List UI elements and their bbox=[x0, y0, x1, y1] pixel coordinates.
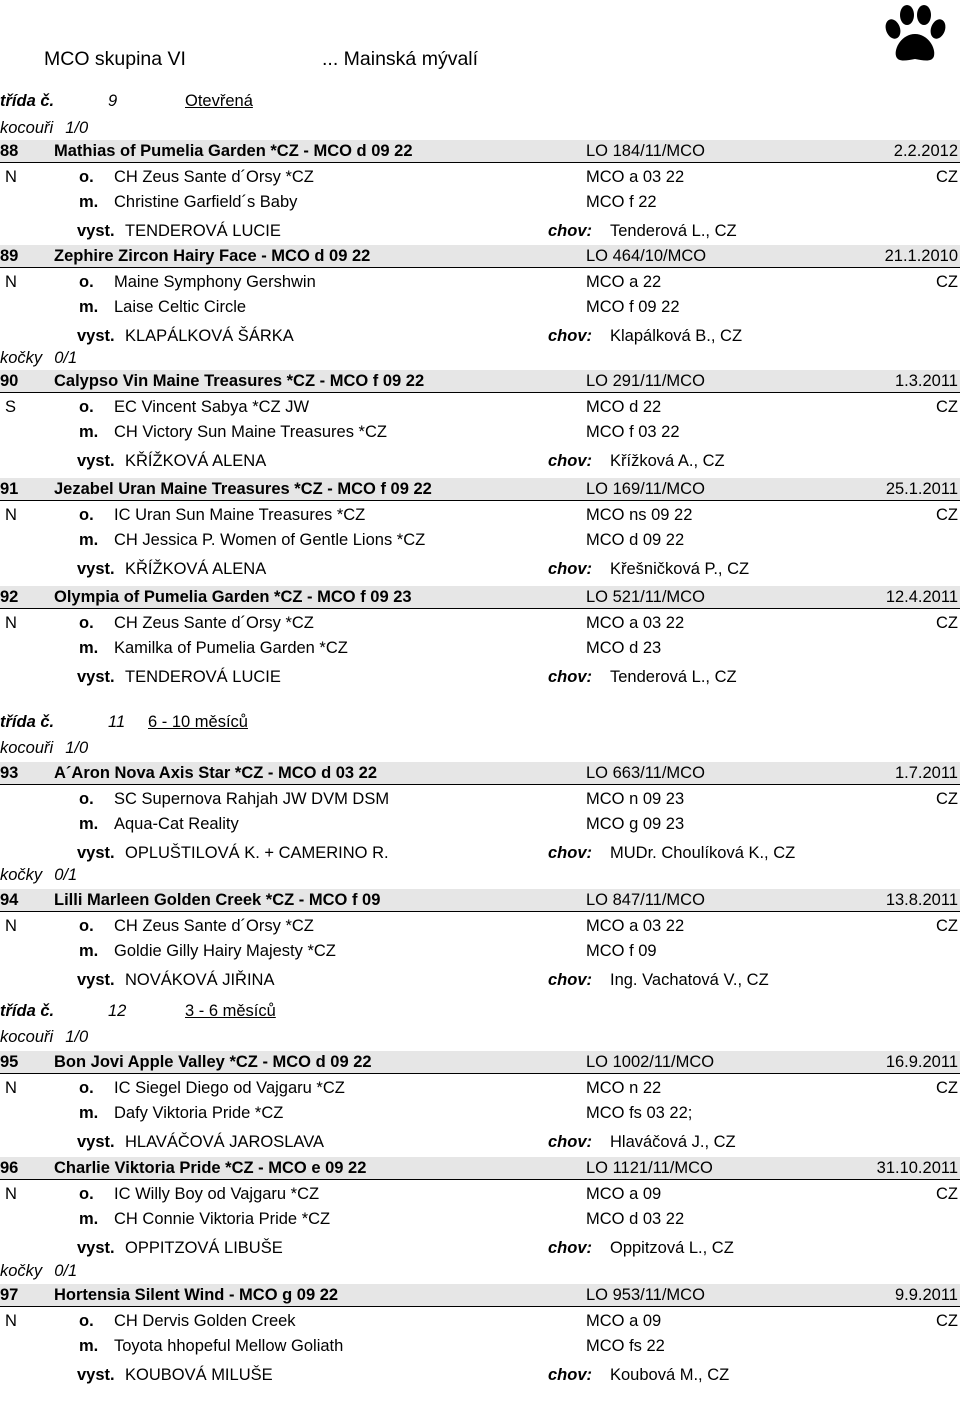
father-name: CH Zeus Sante d´Orsy *CZ bbox=[114, 168, 314, 186]
father-name: CH Dervis Golden Creek bbox=[114, 1312, 296, 1330]
mother-row bbox=[0, 940, 960, 962]
cat-name: A´Aron Nova Axis Star *CZ - MCO d 03 22 bbox=[54, 764, 378, 782]
mother-label: m. bbox=[79, 1210, 99, 1228]
father-country: CZ bbox=[936, 398, 958, 416]
pedigree-number: LO 1121/11/MCO bbox=[586, 1159, 713, 1177]
mother-name: Goldie Gilly Hairy Majesty *CZ bbox=[114, 942, 336, 960]
mother-label: m. bbox=[79, 815, 99, 833]
father-name: IC Uran Sun Maine Treasures *CZ bbox=[114, 506, 366, 524]
father-label: o. bbox=[79, 1185, 94, 1203]
father-row bbox=[0, 612, 960, 634]
mother-breed: MCO d 09 22 bbox=[586, 531, 685, 549]
father-breed: MCO a 22 bbox=[586, 273, 662, 291]
pedigree-number: LO 1002/11/MCO bbox=[586, 1053, 715, 1071]
mother-label: m. bbox=[79, 193, 99, 211]
class-name: 3 - 6 měsíců bbox=[185, 1002, 276, 1020]
mother-name: CH Connie Viktoria Pride *CZ bbox=[114, 1210, 331, 1228]
father-row bbox=[0, 788, 960, 810]
catalog-number: 91 bbox=[0, 480, 19, 498]
breeder-label: chov: bbox=[548, 971, 593, 989]
mother-label: m. bbox=[79, 298, 99, 316]
father-label: o. bbox=[79, 917, 94, 935]
mother-breed: MCO fs 03 22; bbox=[586, 1104, 693, 1122]
mother-row bbox=[0, 1102, 960, 1124]
exhibitor-label: vyst. bbox=[77, 844, 115, 862]
cat-entry bbox=[0, 586, 960, 712]
cat-name: Hortensia Silent Wind - MCO g 09 22 bbox=[54, 1286, 339, 1304]
catalog-number: 90 bbox=[0, 372, 19, 390]
mother-name: Toyota hhopeful Mellow Goliath bbox=[114, 1337, 344, 1355]
exhibitor-name: KOUBOVÁ MILUŠE bbox=[125, 1366, 273, 1384]
class-label: třída č. bbox=[0, 713, 55, 731]
catalog-number: 93 bbox=[0, 764, 19, 782]
exhibitor-name: OPPITZOVÁ LIBUŠE bbox=[125, 1239, 283, 1257]
father-country: CZ bbox=[936, 790, 958, 808]
father-label: o. bbox=[79, 168, 94, 186]
exhibitor-row bbox=[0, 450, 960, 472]
father-country: CZ bbox=[936, 1312, 958, 1330]
father-breed: MCO n 22 bbox=[586, 1079, 662, 1097]
mother-row bbox=[0, 191, 960, 213]
breeder-name: Tenderová L., CZ bbox=[610, 222, 737, 240]
breeder-label: chov: bbox=[548, 1133, 593, 1151]
exhibitor-name: TENDEROVÁ LUCIE bbox=[125, 668, 281, 686]
country-code: S bbox=[5, 398, 17, 416]
pedigree-number: LO 464/10/MCO bbox=[586, 247, 707, 265]
exhibitor-name: TENDEROVÁ LUCIE bbox=[125, 222, 281, 240]
exhibitor-label: vyst. bbox=[77, 222, 115, 240]
mother-name: CH Jessica P. Women of Gentle Lions *CZ bbox=[114, 531, 426, 549]
class-number: 9 bbox=[108, 92, 118, 110]
breeder-name: MUDr. Choulíková K., CZ bbox=[610, 844, 796, 862]
sex-count: 0/1 bbox=[54, 866, 78, 884]
mother-row bbox=[0, 813, 960, 835]
cat-name: Charlie Viktoria Pride *CZ - MCO e 09 22 bbox=[54, 1159, 367, 1177]
exhibitor-label: vyst. bbox=[77, 1366, 115, 1384]
country-code: N bbox=[5, 273, 17, 291]
father-name: SC Supernova Rahjah JW DVM DSM bbox=[114, 790, 390, 808]
mother-label: m. bbox=[79, 1104, 99, 1122]
mother-breed: MCO f 22 bbox=[586, 193, 657, 211]
mother-row bbox=[0, 296, 960, 318]
sex-group-heading bbox=[0, 117, 88, 139]
father-name: IC Willy Boy od Vajgaru *CZ bbox=[114, 1185, 320, 1203]
pedigree-number: LO 184/11/MCO bbox=[586, 142, 705, 160]
father-breed: MCO a 09 bbox=[586, 1312, 662, 1330]
father-row bbox=[0, 166, 960, 188]
mother-row bbox=[0, 1335, 960, 1357]
exhibitor-name: KLAPÁLKOVÁ ŠÁRKA bbox=[125, 327, 294, 345]
father-breed: MCO a 03 22 bbox=[586, 917, 685, 935]
mother-row bbox=[0, 637, 960, 659]
father-row bbox=[0, 1183, 960, 1205]
catalog-number: 89 bbox=[0, 247, 19, 265]
exhibitor-row bbox=[0, 842, 960, 864]
exhibitor-label: vyst. bbox=[77, 560, 115, 578]
father-label: o. bbox=[79, 1312, 94, 1330]
birth-date: 25.1.2011 bbox=[885, 480, 958, 498]
father-row bbox=[0, 915, 960, 937]
country-code: N bbox=[5, 1312, 17, 1330]
father-label: o. bbox=[79, 614, 94, 632]
father-country: CZ bbox=[936, 614, 958, 632]
sex-count: 1/0 bbox=[65, 1028, 89, 1046]
exhibitor-name: HLAVÁČOVÁ JAROSLAVA bbox=[125, 1133, 324, 1151]
cat-title-row bbox=[0, 1157, 960, 1180]
cat-entry bbox=[0, 1284, 960, 1410]
cat-name: Mathias of Pumelia Garden *CZ - MCO d 09 22 bbox=[54, 142, 413, 160]
sex-count: 0/1 bbox=[54, 1262, 78, 1280]
birth-date: 12.4.2011 bbox=[885, 588, 958, 606]
exhibitor-label: vyst. bbox=[77, 1133, 115, 1151]
pedigree-number: LO 847/11/MCO bbox=[586, 891, 705, 909]
catalog-number: 88 bbox=[0, 142, 19, 160]
class-label: třída č. bbox=[0, 92, 55, 110]
mother-breed: MCO f 03 22 bbox=[586, 423, 680, 441]
father-country: CZ bbox=[936, 1185, 958, 1203]
father-name: IC Siegel Diego od Vajgaru *CZ bbox=[114, 1079, 345, 1097]
exhibitor-row bbox=[0, 969, 960, 991]
mother-label: m. bbox=[79, 1337, 99, 1355]
birth-date: 21.1.2010 bbox=[884, 247, 958, 265]
father-label: o. bbox=[79, 1079, 94, 1097]
exhibitor-label: vyst. bbox=[77, 971, 115, 989]
country-code: N bbox=[5, 506, 17, 524]
cat-entry bbox=[0, 245, 960, 371]
sex-group-heading bbox=[0, 737, 88, 759]
father-name: CH Zeus Sante d´Orsy *CZ bbox=[114, 614, 314, 632]
catalog-number: 96 bbox=[0, 1159, 19, 1177]
exhibitor-row bbox=[0, 325, 960, 347]
cat-name: Zephire Zircon Hairy Face - MCO d 09 22 bbox=[54, 247, 371, 265]
father-country: CZ bbox=[936, 168, 958, 186]
catalog-number: 97 bbox=[0, 1286, 19, 1304]
birth-date: 16.9.2011 bbox=[885, 1053, 958, 1071]
breeder-name: Křížková A., CZ bbox=[610, 452, 725, 470]
father-row bbox=[0, 1077, 960, 1099]
breeder-label: chov: bbox=[548, 327, 593, 345]
pedigree-number: LO 953/11/MCO bbox=[586, 1286, 705, 1304]
catalog-number: 95 bbox=[0, 1053, 19, 1071]
father-name: CH Zeus Sante d´Orsy *CZ bbox=[114, 917, 314, 935]
mother-name: Kamilka of Pumelia Garden *CZ bbox=[114, 639, 348, 657]
cat-name: Bon Jovi Apple Valley *CZ - MCO d 09 22 bbox=[54, 1053, 372, 1071]
mother-row bbox=[0, 421, 960, 443]
father-name: EC Vincent Sabya *CZ JW bbox=[114, 398, 310, 416]
exhibitor-row bbox=[0, 220, 960, 242]
country-code: N bbox=[5, 917, 17, 935]
father-row bbox=[0, 396, 960, 418]
father-breed: MCO a 03 22 bbox=[586, 168, 685, 186]
breeder-name: Klapálková B., CZ bbox=[610, 327, 743, 345]
sex-group-heading bbox=[0, 347, 77, 369]
sex-group-heading bbox=[0, 864, 77, 886]
breeder-name: Křešničková P., CZ bbox=[610, 560, 750, 578]
mother-breed: MCO f 09 bbox=[586, 942, 657, 960]
sex-group-heading bbox=[0, 1026, 88, 1048]
mother-breed: MCO d 03 22 bbox=[586, 1210, 685, 1228]
mother-name: Aqua-Cat Reality bbox=[114, 815, 239, 833]
mother-breed: MCO fs 22 bbox=[586, 1337, 665, 1355]
exhibitor-label: vyst. bbox=[77, 327, 115, 345]
birth-date: 13.8.2011 bbox=[885, 891, 958, 909]
cat-name: Calypso Vin Maine Treasures *CZ - MCO f 09 22 bbox=[54, 372, 425, 390]
birth-date: 9.9.2011 bbox=[894, 1286, 958, 1304]
father-row bbox=[0, 271, 960, 293]
breeder-name: Tenderová L., CZ bbox=[610, 668, 737, 686]
pedigree-number: LO 169/11/MCO bbox=[586, 480, 705, 498]
class-heading bbox=[0, 1000, 960, 1022]
breeder-label: chov: bbox=[548, 1239, 593, 1257]
cat-title-row bbox=[0, 889, 960, 912]
mother-breed: MCO d 23 bbox=[586, 639, 662, 657]
sex-count: 1/0 bbox=[65, 739, 89, 757]
pedigree-number: LO 291/11/MCO bbox=[586, 372, 705, 390]
father-country: CZ bbox=[936, 506, 958, 524]
father-breed: MCO ns 09 22 bbox=[586, 506, 693, 524]
catalog-number: 94 bbox=[0, 891, 19, 909]
mother-label: m. bbox=[79, 942, 99, 960]
exhibitor-name: KŘÍŽKOVÁ ALENA bbox=[125, 560, 267, 578]
cat-name: Lilli Marleen Golden Creek *CZ - MCO f 09 bbox=[54, 891, 381, 909]
exhibitor-row bbox=[0, 1364, 960, 1386]
exhibitor-name: OPLUŠTILOVÁ K. + CAMERINO R. bbox=[125, 844, 389, 862]
exhibitor-label: vyst. bbox=[77, 1239, 115, 1257]
mother-label: m. bbox=[79, 531, 99, 549]
birth-date: 31.10.2011 bbox=[876, 1159, 958, 1177]
cat-title-row bbox=[0, 586, 960, 609]
father-label: o. bbox=[79, 398, 94, 416]
breeder-label: chov: bbox=[548, 668, 593, 686]
country-code: N bbox=[5, 614, 17, 632]
class-name: 6 - 10 měsíců bbox=[148, 713, 248, 731]
cat-title-row bbox=[0, 478, 960, 501]
sex-label: kocouři bbox=[0, 739, 54, 757]
birth-date: 1.7.2011 bbox=[894, 764, 958, 782]
mother-label: m. bbox=[79, 639, 99, 657]
father-row bbox=[0, 1310, 960, 1332]
breeder-label: chov: bbox=[548, 222, 593, 240]
mother-name: CH Victory Sun Maine Treasures *CZ bbox=[114, 423, 387, 441]
breeder-name: Koubová M., CZ bbox=[610, 1366, 730, 1384]
exhibitor-label: vyst. bbox=[77, 452, 115, 470]
father-breed: MCO n 09 23 bbox=[586, 790, 685, 808]
cat-title-row bbox=[0, 140, 960, 163]
father-breed: MCO a 03 22 bbox=[586, 614, 685, 632]
mother-row bbox=[0, 529, 960, 551]
country-code: N bbox=[5, 1079, 17, 1097]
father-label: o. bbox=[79, 790, 94, 808]
cat-title-row bbox=[0, 245, 960, 268]
exhibitor-label: vyst. bbox=[77, 668, 115, 686]
exhibitor-name: KŘÍŽKOVÁ ALENA bbox=[125, 452, 267, 470]
class-heading bbox=[0, 90, 960, 112]
father-breed: MCO d 22 bbox=[586, 398, 662, 416]
mother-name: Dafy Viktoria Pride *CZ bbox=[114, 1104, 284, 1122]
cat-title-row bbox=[0, 1051, 960, 1074]
country-code: N bbox=[5, 1185, 17, 1203]
country-code: N bbox=[5, 168, 17, 186]
catalog-title: MCO skupina VI bbox=[44, 48, 186, 70]
sex-label: kočky bbox=[0, 349, 43, 367]
mother-name: Laise Celtic Circle bbox=[114, 298, 247, 316]
father-name: Maine Symphony Gershwin bbox=[114, 273, 316, 291]
cat-entry bbox=[0, 1157, 960, 1283]
father-country: CZ bbox=[936, 1079, 958, 1097]
cat-name: Olympia of Pumelia Garden *CZ - MCO f 09 23 bbox=[54, 588, 412, 606]
exhibitor-row bbox=[0, 1131, 960, 1153]
birth-date: 1.3.2011 bbox=[894, 372, 958, 390]
breed-title: ... Mainská mývalí bbox=[322, 48, 479, 70]
exhibitor-row bbox=[0, 666, 960, 688]
cat-name: Jezabel Uran Maine Treasures *CZ - MCO f 09 22 bbox=[54, 480, 432, 498]
father-breed: MCO a 09 bbox=[586, 1185, 662, 1203]
breeder-name: Ing. Vachatová V., CZ bbox=[610, 971, 769, 989]
mother-name: Christine Garfield´s Baby bbox=[114, 193, 298, 211]
breeder-label: chov: bbox=[548, 560, 593, 578]
cat-title-row bbox=[0, 762, 960, 785]
cat-title-row bbox=[0, 370, 960, 393]
exhibitor-row bbox=[0, 558, 960, 580]
mother-breed: MCO g 09 23 bbox=[586, 815, 685, 833]
father-country: CZ bbox=[936, 917, 958, 935]
class-name: Otevřená bbox=[185, 92, 253, 110]
father-label: o. bbox=[79, 273, 94, 291]
exhibitor-row bbox=[0, 1237, 960, 1259]
birth-date: 2.2.2012 bbox=[893, 142, 958, 160]
paw-print-icon bbox=[880, 4, 950, 64]
sex-label: kocouři bbox=[0, 1028, 54, 1046]
pedigree-number: LO 663/11/MCO bbox=[586, 764, 705, 782]
breeder-label: chov: bbox=[548, 1366, 593, 1384]
breeder-name: Hlaváčová J., CZ bbox=[610, 1133, 736, 1151]
sex-count: 0/1 bbox=[54, 349, 78, 367]
father-label: o. bbox=[79, 506, 94, 524]
mother-breed: MCO f 09 22 bbox=[586, 298, 680, 316]
pedigree-number: LO 521/11/MCO bbox=[586, 588, 705, 606]
breeder-label: chov: bbox=[548, 844, 593, 862]
cat-entry bbox=[0, 762, 960, 888]
sex-label: kocouři bbox=[0, 119, 54, 137]
breeder-label: chov: bbox=[548, 452, 593, 470]
mother-label: m. bbox=[79, 423, 99, 441]
father-country: CZ bbox=[936, 273, 958, 291]
breeder-name: Oppitzová L., CZ bbox=[610, 1239, 734, 1257]
class-number: 12 bbox=[108, 1002, 127, 1020]
class-heading bbox=[0, 711, 960, 733]
mother-row bbox=[0, 1208, 960, 1230]
sex-group-heading bbox=[0, 1260, 77, 1282]
sex-label: kočky bbox=[0, 866, 43, 884]
cat-entry bbox=[0, 889, 960, 1015]
exhibitor-name: NOVÁKOVÁ JIŘINA bbox=[125, 971, 275, 989]
class-label: třída č. bbox=[0, 1002, 55, 1020]
sex-count: 1/0 bbox=[65, 119, 89, 137]
sex-label: kočky bbox=[0, 1262, 43, 1280]
father-row bbox=[0, 504, 960, 526]
cat-title-row bbox=[0, 1284, 960, 1307]
class-number: 11 bbox=[108, 713, 126, 731]
catalog-number: 92 bbox=[0, 588, 19, 606]
